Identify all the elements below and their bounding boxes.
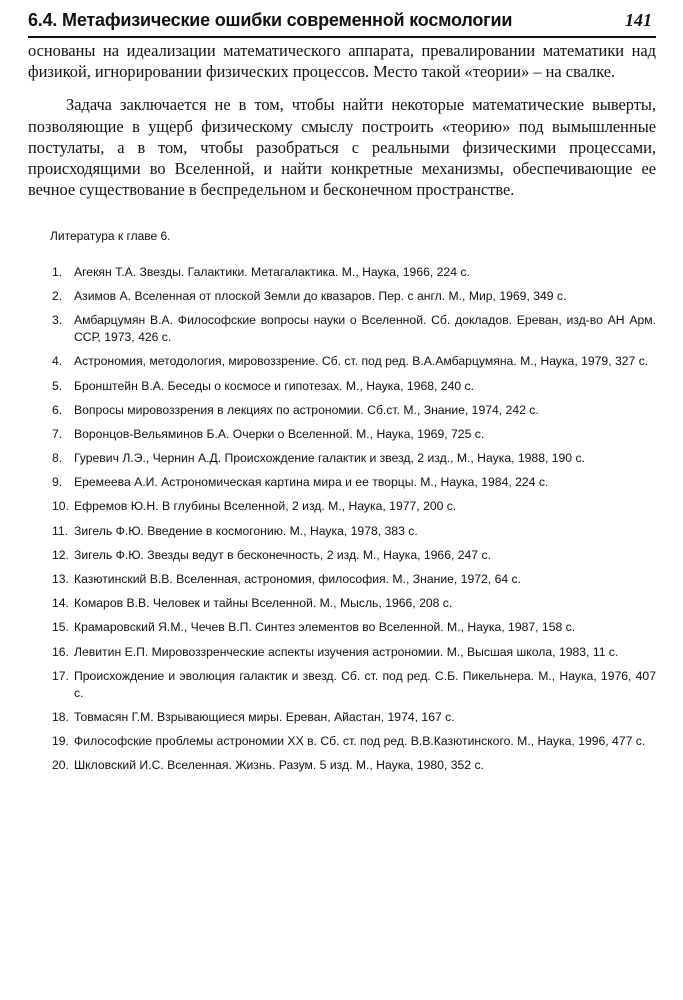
reference-item (52, 757, 656, 774)
reference-item (52, 571, 656, 588)
reference-text: Левитин Е.П. Мировоззренческие аспекты изучения астрономии. М., Высшая школа, 1983, 11 с. (74, 644, 619, 659)
reference-number: 5. (52, 378, 63, 393)
reference-item (52, 353, 656, 370)
reference-text: Зигель Ф.Ю. Звезды ведут в бесконечность, 2 изд. М., Наука, 1966, 247 с. (74, 547, 491, 562)
reference-text: Амбарцумян В.А. Философские вопросы науки о Вселенной. Сб. докладов. Ереван, изд-во АН Арм. ССР, 1973, 426 с. (74, 313, 656, 345)
reference-number: 14. (52, 596, 69, 611)
reference-item (52, 498, 656, 515)
reference-text: Воронцов-Вельяминов Б.А. Очерки о Вселенной. М., Наука, 1969, 725 с. (74, 426, 485, 441)
reference-item (52, 523, 656, 540)
reference-item (52, 312, 656, 346)
reference-number: 13. (52, 572, 69, 587)
reference-number: 12. (52, 547, 69, 562)
reference-number: 17. (52, 668, 69, 683)
reference-item (52, 547, 656, 564)
reference-text: Товмасян Г.М. Взрывающиеся миры. Ереван, Айастан, 1974, 167 с. (74, 709, 455, 724)
page-number: 141 (625, 10, 652, 30)
reference-text: Зигель Ф.Ю. Введение в космогонию. М., Наука, 1978, 383 с. (74, 523, 418, 538)
reference-number: 16. (52, 644, 69, 659)
reference-text: Происхождение и эволюция галактик и звезд. Сб. ст. под ред. С.Б. Пикельнера. М., Наука, 1976, 407 с. (74, 668, 656, 700)
reference-text: Крамаровский Я.М., Чечев В.П. Синтез элементов во Вселенной. М., Наука, 1987, 158 с. (74, 620, 576, 635)
reference-number: 10. (52, 499, 69, 514)
reference-item (52, 619, 656, 636)
reference-text: Комаров В.В. Человек и тайны Вселенной. М., Мысль, 1966, 208 с. (74, 596, 453, 611)
reference-number: 20. (52, 758, 69, 773)
reference-text: Шкловский И.С. Вселенная. Жизнь. Разум. 5 изд. М., Наука, 1980, 352 с. (74, 758, 484, 773)
reference-text: Ефремов Ю.Н. В глубины Вселенной, 2 изд. М., Наука, 1977, 200 с. (74, 499, 457, 514)
section-title: 6.4. Метафизические ошибки современной космологии (28, 10, 513, 30)
reference-item (52, 264, 656, 281)
reference-number: 7. (52, 426, 63, 441)
reference-number: 8. (52, 451, 63, 466)
reference-number: 11. (52, 523, 69, 538)
reference-number: 9. (52, 475, 63, 490)
reference-item (52, 709, 656, 726)
reference-item (52, 402, 656, 419)
reference-text: Гуревич Л.Э., Чернин А.Д. Происхождение галактик и звезд, 2 изд., М., Наука, 1988, 190 с. (74, 451, 585, 466)
reference-item (52, 668, 656, 702)
paragraph: Задача заключается не в том, чтобы найти некоторые математические выверты, позволяющие в ущерб физическому смыслу построить «теорию» под вымышленные постулаты, а в том, чтобы разобраться с реальными физическими процессами, происходящими во Вселенной, и найти конкретные механизмы, обеспечивающие ее вечное существование в беспредельном и бесконечном пространстве. (28, 95, 656, 200)
reference-item (52, 733, 656, 750)
reference-text: Азимов А. Вселенная от плоской Земли до квазаров. Пер. с англ. М., Мир, 1969, 349 с. (74, 289, 567, 304)
reference-item (52, 378, 656, 395)
reference-text: Астрономия, методология, мировоззрение. Сб. ст. под ред. В.А.Амбарцумяна. М., Наука, 1979, 327 с. (74, 354, 649, 369)
reference-text: Казютинский В.В. Вселенная, астрономия, философия. М., Знание, 1972, 64 с. (74, 572, 521, 587)
reference-text: Агекян Т.А. Звезды. Галактики. Метагалактика. М., Наука, 1966, 224 с. (74, 265, 470, 279)
body-text (28, 40, 656, 200)
reference-text: Философские проблемы астрономии XX в. Сб. ст. под ред. В.В.Казютинского. М., Наука, 1996, 477 с. (74, 733, 646, 748)
reference-number: 15. (52, 620, 69, 635)
reference-number: 6. (52, 402, 63, 417)
reference-item (52, 450, 656, 467)
reference-item (52, 288, 656, 305)
reference-number: 18. (52, 709, 69, 724)
reference-text: Еремеева А.И. Астрономическая картина мира и ее творцы. М., Наука, 1984, 224 с. (74, 475, 549, 490)
reference-item (52, 595, 656, 612)
reference-item (52, 426, 656, 443)
literature-heading: Литература к главе 6. (50, 229, 171, 243)
reference-text: Вопросы мировоззрения в лекциях по астрономии. Сб.ст. М., Знание, 1974, 242 с. (74, 402, 539, 417)
reference-number: 4. (52, 354, 63, 369)
reference-number: 2. (52, 289, 63, 304)
reference-item (52, 644, 656, 661)
reference-item (52, 474, 656, 491)
paragraph: основаны на идеализации математического аппарата, превалировании математики над физикой, игнорировании физических процессов. Место такой «теории» – на свалке. (28, 41, 656, 82)
reference-text: Бронштейн В.А. Беседы о космосе и гипотезах. М., Наука, 1968, 240 с. (74, 378, 475, 393)
running-header (28, 8, 656, 38)
reference-number: 3. (52, 313, 63, 328)
reference-number: 1. (52, 265, 63, 279)
reference-number: 19. (52, 733, 69, 748)
reference-list (52, 264, 656, 781)
